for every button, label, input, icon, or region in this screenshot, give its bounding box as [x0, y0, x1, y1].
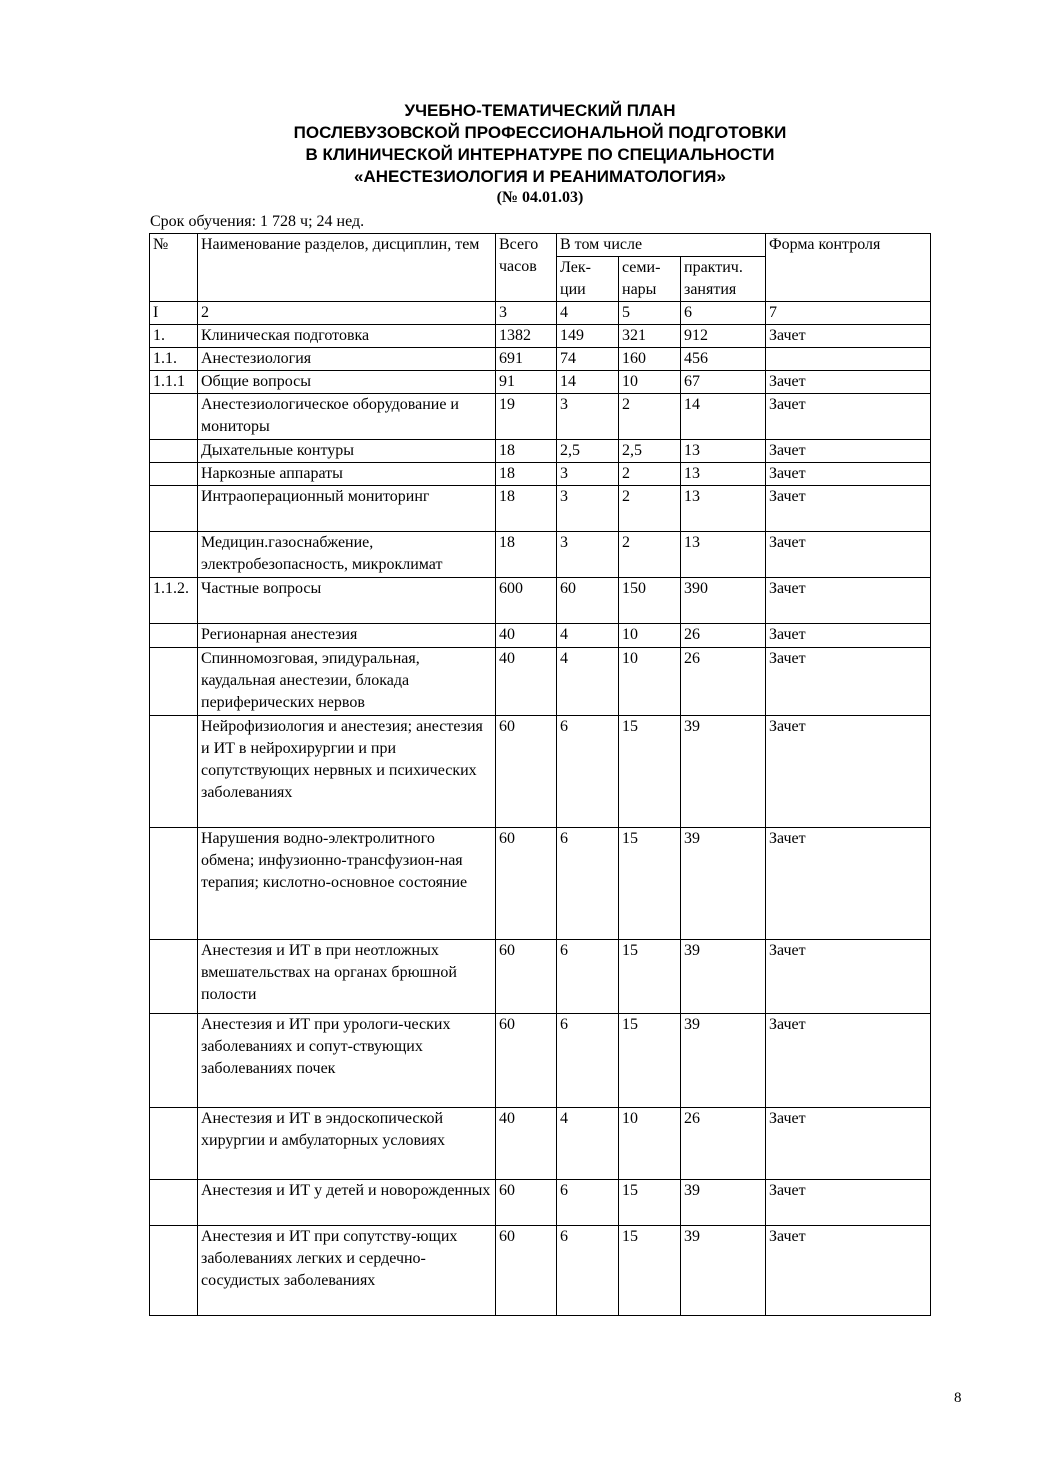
- column-number: 6: [681, 302, 766, 325]
- row-number: [150, 440, 198, 463]
- column-number: 3: [496, 302, 557, 325]
- row-seminars: 15: [619, 1014, 681, 1108]
- row-name: Нейрофизиология и анестезия; анестезия и ИТ в нейрохирургии и при сопутствующих нервных и психических заболеваниях: [198, 716, 496, 828]
- row-lectures: 3: [557, 532, 619, 578]
- table-row: [150, 348, 931, 371]
- header-lectures: Лек-ции: [557, 257, 619, 302]
- row-name: Анестезия и ИТ в при неотложных вмешательствах на органах брюшной полости: [198, 940, 496, 1014]
- row-total-hours: 18: [496, 532, 557, 578]
- row-practical: 912: [681, 325, 766, 348]
- row-number: [150, 940, 198, 1014]
- row-lectures: 3: [557, 394, 619, 440]
- row-practical: 13: [681, 486, 766, 532]
- row-lectures: 4: [557, 624, 619, 648]
- row-seminars: 15: [619, 1180, 681, 1226]
- row-total-hours: 60: [496, 1180, 557, 1226]
- row-seminars: 10: [619, 1108, 681, 1180]
- row-control: Зачет: [766, 828, 931, 940]
- row-seminars: 10: [619, 624, 681, 648]
- header-total: Всего часов: [496, 234, 557, 302]
- header-name: Наименование разделов, дисциплин, тем: [198, 234, 496, 302]
- header-including: В том числе: [557, 234, 766, 257]
- column-number: 2: [198, 302, 496, 325]
- row-total-hours: 40: [496, 1108, 557, 1180]
- table-row: [150, 716, 931, 828]
- table-row: [150, 394, 931, 440]
- title-line-1: УЧЕБНО-ТЕМАТИЧЕСКИЙ ПЛАН: [404, 101, 676, 120]
- row-practical: 13: [681, 463, 766, 486]
- row-seminars: 160: [619, 348, 681, 371]
- row-total-hours: 60: [496, 828, 557, 940]
- row-practical: 26: [681, 1108, 766, 1180]
- row-seminars: 321: [619, 325, 681, 348]
- row-practical: 13: [681, 532, 766, 578]
- row-number: [150, 532, 198, 578]
- row-number: [150, 463, 198, 486]
- row-total-hours: 91: [496, 371, 557, 394]
- row-seminars: 15: [619, 716, 681, 828]
- row-total-hours: 19: [496, 394, 557, 440]
- row-practical: 26: [681, 624, 766, 648]
- row-lectures: 74: [557, 348, 619, 371]
- row-name: Дыхательные контуры: [198, 440, 496, 463]
- row-lectures: 6: [557, 716, 619, 828]
- row-name: Анестезия и ИТ при сопутству-ющих заболеваниях легких и сердечно-сосудистых заболеваниях: [198, 1226, 496, 1316]
- row-name: Анестезия и ИТ при урологи-ческих заболеваниях и сопут-ствующих заболеваниях почек: [198, 1014, 496, 1108]
- row-lectures: 4: [557, 1108, 619, 1180]
- row-lectures: 149: [557, 325, 619, 348]
- header-num: №: [150, 234, 198, 302]
- row-seminars: 2,5: [619, 440, 681, 463]
- title-line-2: ПОСЛЕВУЗОВСКОЙ ПРОФЕССИОНАЛЬНОЙ ПОДГОТОВКИ: [293, 123, 787, 142]
- row-lectures: 6: [557, 828, 619, 940]
- table-row: [150, 463, 931, 486]
- table-row: [150, 486, 931, 532]
- specialty-code: (№ 04.01.03): [496, 189, 584, 206]
- row-name: Общие вопросы: [198, 371, 496, 394]
- row-practical: 39: [681, 1226, 766, 1316]
- row-lectures: 6: [557, 1226, 619, 1316]
- row-seminars: 15: [619, 1226, 681, 1316]
- row-total-hours: 60: [496, 716, 557, 828]
- row-control: Зачет: [766, 463, 931, 486]
- row-total-hours: 691: [496, 348, 557, 371]
- table-row: [150, 1226, 931, 1316]
- table-row: [150, 532, 931, 578]
- row-name: Спинномозговая, эпидуральная, каудальная анестезии, блокада периферических нервов: [198, 648, 496, 716]
- row-control: Зачет: [766, 624, 931, 648]
- page-number: 8: [954, 1390, 962, 1406]
- header-control: Форма контроля: [766, 234, 931, 302]
- column-number: I: [150, 302, 198, 325]
- row-seminars: 2: [619, 486, 681, 532]
- row-number: [150, 1014, 198, 1108]
- header-seminars: семи-нары: [619, 257, 681, 302]
- row-lectures: 6: [557, 1180, 619, 1226]
- row-total-hours: 18: [496, 463, 557, 486]
- row-seminars: 15: [619, 828, 681, 940]
- row-name: Анестезия и ИТ у детей и новорожденных: [198, 1180, 496, 1226]
- row-number: [150, 648, 198, 716]
- row-number: [150, 828, 198, 940]
- row-practical: 26: [681, 648, 766, 716]
- row-number: 1.1.: [150, 348, 198, 371]
- row-name: Интраоперационный мониторинг: [198, 486, 496, 532]
- column-number: 4: [557, 302, 619, 325]
- table-row: [150, 1014, 931, 1108]
- table-row: [150, 578, 931, 624]
- column-number: 7: [766, 302, 931, 325]
- row-total-hours: 40: [496, 624, 557, 648]
- title-line-4: «АНЕСТЕЗИОЛОГИЯ И РЕАНИМАТОЛОГИЯ»: [354, 167, 726, 186]
- row-lectures: 6: [557, 1014, 619, 1108]
- row-total-hours: 1382: [496, 325, 557, 348]
- row-number: [150, 716, 198, 828]
- row-practical: 39: [681, 1180, 766, 1226]
- row-lectures: 2,5: [557, 440, 619, 463]
- row-control: Зачет: [766, 325, 931, 348]
- row-control: Зачет: [766, 940, 931, 1014]
- row-practical: 13: [681, 440, 766, 463]
- row-total-hours: 60: [496, 1014, 557, 1108]
- table-row: [150, 940, 931, 1014]
- table-row: [150, 828, 931, 940]
- table-row: [150, 325, 931, 348]
- row-name: Медицин.газоснабжение, электробезопасность, микроклимат: [198, 532, 496, 578]
- row-seminars: 2: [619, 394, 681, 440]
- column-number: 5: [619, 302, 681, 325]
- row-practical: 39: [681, 940, 766, 1014]
- table-row: [150, 648, 931, 716]
- row-seminars: 2: [619, 532, 681, 578]
- row-number: 1.1.1: [150, 371, 198, 394]
- row-lectures: 60: [557, 578, 619, 624]
- row-name: Анестезиология: [198, 348, 496, 371]
- row-practical: 39: [681, 828, 766, 940]
- table-row: [150, 440, 931, 463]
- row-practical: 14: [681, 394, 766, 440]
- row-practical: 39: [681, 716, 766, 828]
- table-row: [150, 1180, 931, 1226]
- row-lectures: 3: [557, 463, 619, 486]
- row-number: [150, 486, 198, 532]
- row-number: [150, 394, 198, 440]
- row-total-hours: 60: [496, 1226, 557, 1316]
- row-name: Регионарная анестезия: [198, 624, 496, 648]
- row-control: [766, 348, 931, 371]
- row-control: Зачет: [766, 578, 931, 624]
- row-control: Зачет: [766, 371, 931, 394]
- row-number: [150, 1108, 198, 1180]
- row-number: 1.: [150, 325, 198, 348]
- row-practical: 39: [681, 1014, 766, 1108]
- row-practical: 390: [681, 578, 766, 624]
- table-row: [150, 624, 931, 648]
- row-control: Зачет: [766, 440, 931, 463]
- row-number: [150, 1226, 198, 1316]
- row-seminars: 150: [619, 578, 681, 624]
- row-number: 1.1.2.: [150, 578, 198, 624]
- row-total-hours: 18: [496, 486, 557, 532]
- row-number: [150, 1180, 198, 1226]
- row-control: Зачет: [766, 1108, 931, 1180]
- row-name: Анестезиологическое оборудование и мониторы: [198, 394, 496, 440]
- row-control: Зачет: [766, 1226, 931, 1316]
- header-practical: практич. занятия: [681, 257, 766, 302]
- row-seminars: 10: [619, 648, 681, 716]
- row-name: Частные вопросы: [198, 578, 496, 624]
- table-row: [150, 1108, 931, 1180]
- training-duration: Срок обучения: 1 728 ч; 24 нед.: [150, 213, 365, 230]
- row-seminars: 10: [619, 371, 681, 394]
- row-total-hours: 40: [496, 648, 557, 716]
- row-practical: 456: [681, 348, 766, 371]
- curriculum-table: [149, 233, 931, 1316]
- row-name: Клиническая подготовка: [198, 325, 496, 348]
- row-control: Зачет: [766, 648, 931, 716]
- row-control: Зачет: [766, 1180, 931, 1226]
- title-line-3: В КЛИНИЧЕСКОЙ ИНТЕРНАТУРЕ ПО СПЕЦИАЛЬНОСТИ: [305, 145, 775, 164]
- row-control: Зачет: [766, 716, 931, 828]
- row-practical: 67: [681, 371, 766, 394]
- table-row: [150, 371, 931, 394]
- row-control: Зачет: [766, 532, 931, 578]
- document-header: [150, 100, 930, 208]
- row-lectures: 4: [557, 648, 619, 716]
- row-name: Наркозные аппараты: [198, 463, 496, 486]
- row-lectures: 6: [557, 940, 619, 1014]
- row-name: Нарушения водно-электролитного обмена; инфузионно-трансфузион-ная терапия; кислотно-основное состояние: [198, 828, 496, 940]
- row-name: Анестезия и ИТ в эндоскопической хирургии и амбулаторных условиях: [198, 1108, 496, 1180]
- row-total-hours: 60: [496, 940, 557, 1014]
- row-control: Зачет: [766, 394, 931, 440]
- row-total-hours: 600: [496, 578, 557, 624]
- row-total-hours: 18: [496, 440, 557, 463]
- row-control: Зачет: [766, 486, 931, 532]
- row-number: [150, 624, 198, 648]
- row-seminars: 15: [619, 940, 681, 1014]
- row-lectures: 14: [557, 371, 619, 394]
- row-seminars: 2: [619, 463, 681, 486]
- row-lectures: 3: [557, 486, 619, 532]
- column-number-row: [150, 302, 931, 325]
- header-row: [150, 234, 931, 257]
- row-control: Зачет: [766, 1014, 931, 1108]
